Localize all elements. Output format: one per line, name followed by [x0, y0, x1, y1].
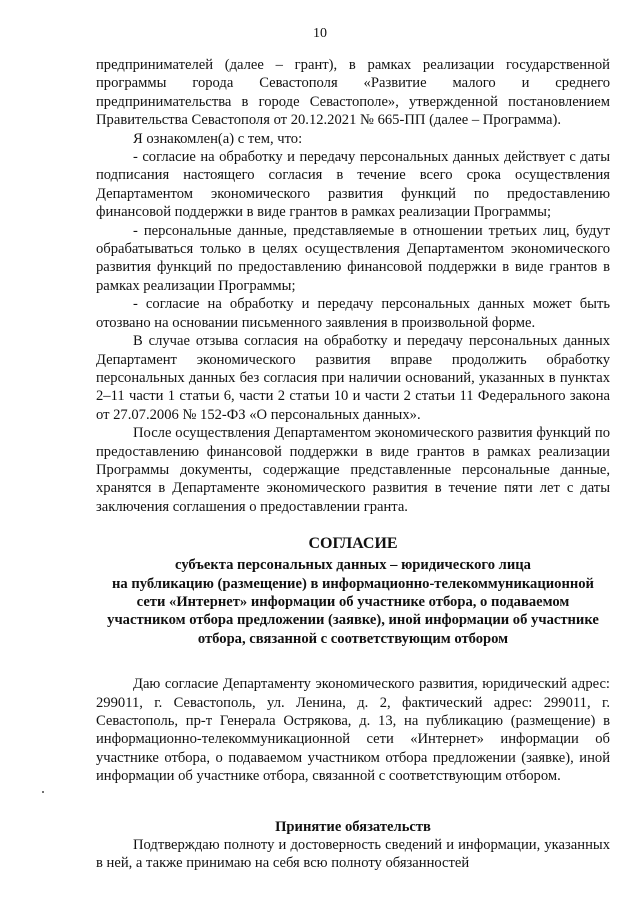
paragraph-acknowledgement: Я ознакомлен(а) с тем, что:: [133, 130, 303, 147]
page-number: 10: [313, 26, 327, 41]
document-body: [96, 56, 610, 873]
paragraph-consent-validity: - согласие на обработку и передачу персональных данных действует с даты подписания настоящего согласия в течение всего срока осуществления Департаментом экономического развития функций по предоставлению финансовой поддержки в виде грантов в рамках реализации Программы;: [96, 149, 610, 221]
paragraph-grant-intro: предпринимателей (далее – грант), в рамках реализации государственной программы города Севастополя «Развитие малого и среднего предпринимательства в городе Севастополе», утвержденной постановлением Правительства Севастополя от 20.12.2021 № 665-ПП (далее – Программа).: [96, 57, 610, 129]
paragraph-data-storage: После осуществления Департаментом экономического развития функций по предоставлению финансовой поддержки в виде грантов в рамках реализации Программы документы, содержащие представленные персональные данные, хранятся в Департаменте экономического развития в течение пяти лет с даты заключения соглашения о предоставлении гранта.: [96, 425, 610, 515]
consent-title: СОГЛАСИЕ: [308, 535, 398, 553]
consent-body-text: Даю согласие Департаменту экономического развития, юридический адрес: 299011, г. Севастополь, ул. Ленина, д. 2, фактический адрес: 299011, г. Севастополь, пр-т Генерала Острякова, д. 13, на публикацию (размещение) в информационно-телекоммуникационной сети «Интернет» информации об участнике отбора, о подаваемом участником отбора предложении (заявке), иной информации об участнике отбора, связанной с соответствующим отбором.: [96, 676, 610, 785]
consent-subtitle-line: сети «Интернет» информации об участнике отбора, о подаваемом: [136, 593, 570, 610]
commitment-text: Подтверждаю полноту и достоверность сведений и информации, указанных в ней, а также принимаю на себя всю полноту обязанностей: [96, 837, 610, 872]
scan-speck: [42, 791, 44, 793]
paragraph-revocation-processing: В случае отзыва согласия на обработку и передачу персональных данных Департамент экономического развития вправе продолжить обработку персональных данных без согласия при наличии оснований, указанных в пунктах 2–11 части 1 статьи 6, части 2 статьи 10 и части 2 статьи 11 Федерального закона от 27.07.2006 № 152-ФЗ «О персональных данных».: [96, 333, 610, 423]
paragraph-consent-revocation: - согласие на обработку и передачу персональных данных может быть отозвано на основании письменного заявления в произвольной форме.: [96, 296, 610, 331]
consent-subtitle-line: участником отбора предложении (заявке), иной информации об участнике: [107, 612, 599, 629]
paragraph-third-party-data: - персональные данные, представляемые в отношении третьих лиц, будут обрабатываться только в целях осуществления Департаментом экономического развития функций по предоставлению финансовой поддержки в виде грантов в рамках реализации Программы;: [96, 222, 610, 294]
consent-subtitle-line: на публикацию (размещение) в информационно-телекоммуникационной: [112, 575, 594, 592]
commitment-title: Принятие обязательств: [275, 818, 431, 835]
consent-subtitle-line: отбора, связанной с соответствующим отбором: [197, 630, 509, 647]
consent-heading: [96, 534, 610, 648]
consent-subtitle-line: субъекта персональных данных – юридического лица: [175, 557, 531, 574]
